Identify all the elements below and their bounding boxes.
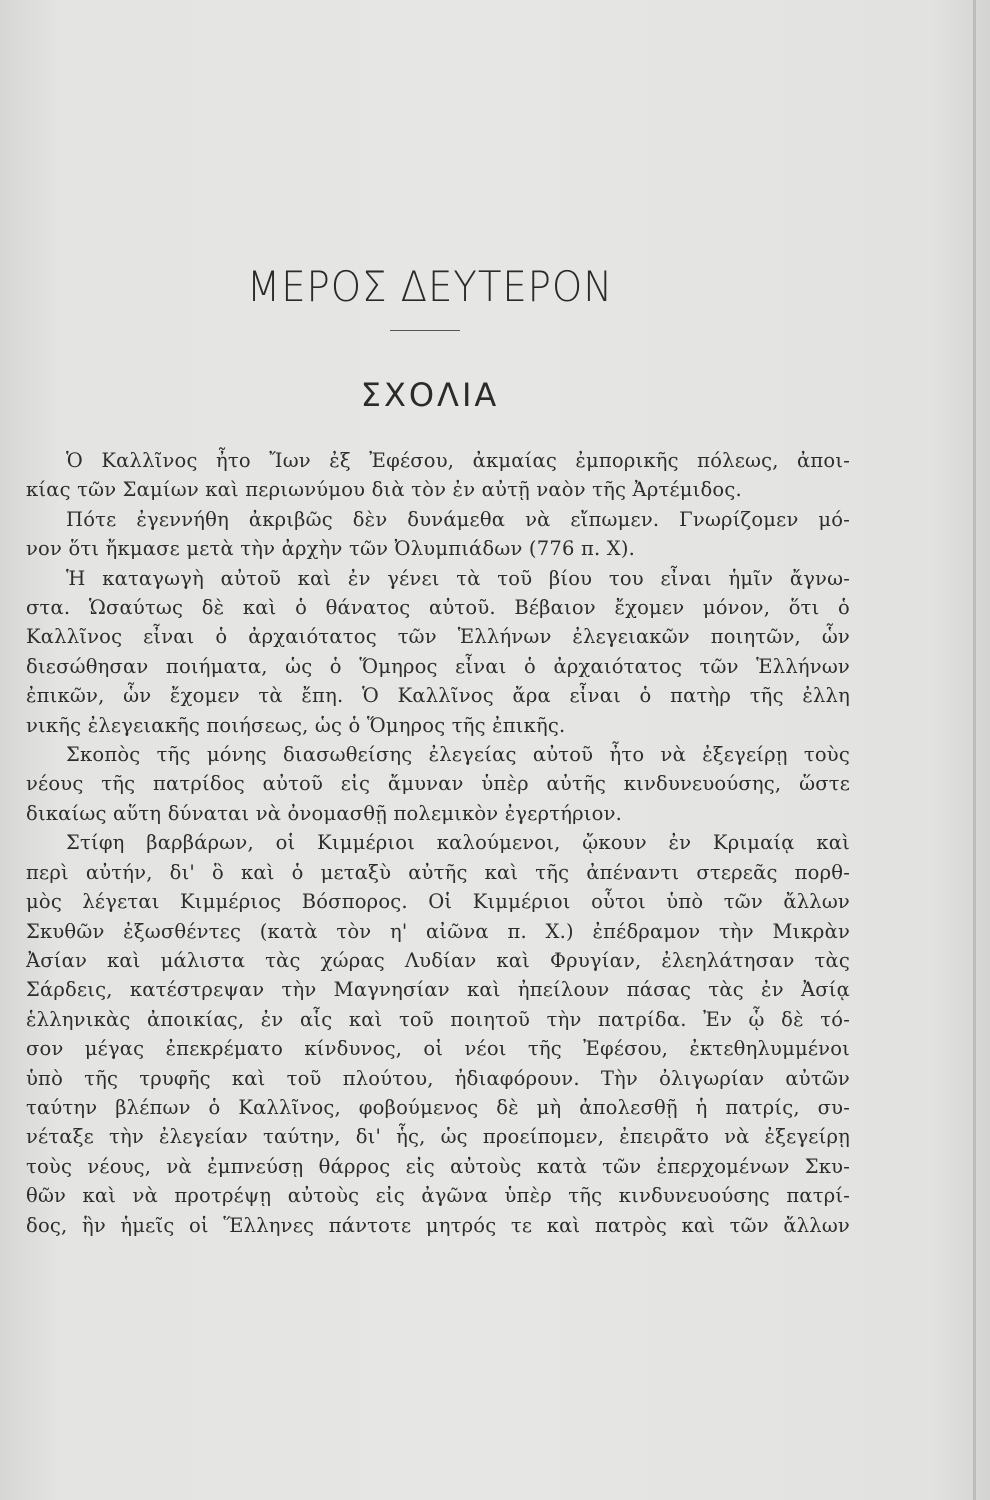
text-line: ἐπικῶν, ὧν ἔχομεν τὰ ἔπη. Ὁ Καλλῖνος ἄρα εἶναι ὁ πατὴρ τῆς ἐλλη [26,684,850,708]
text-line: νέταξε τὴν ἐλεγείαν ταύτην, δι' ἧς, ὡς προείπομεν, ἐπειρᾶτο νὰ ἐξεγείρῃ [26,1125,850,1149]
text-line: μὸς λέγεται Κιμμέριος Βόσπορος. Οἱ Κιμμέριοι οὗτοι ὑπὸ τῶν ἄλλων [26,890,850,914]
text-line: Καλλῖνος εἶναι ὁ ἀρχαιότατος τῶν Ἑλλήνων ἐλεγειακῶν ποιητῶν, ὧν [26,625,850,649]
text-line: τοὺς νέους, νὰ ἐμπνεύσῃ θάρρος εἰς αὐτοὺς κατὰ τῶν ἐπερχομένων Σκυ- [26,1154,850,1178]
text-line: ἑλληνικὰς ἀποικίας, ἐν αἷς καὶ τοῦ ποιητοῦ τὴν πατρίδα. Ἐν ᾧ δὲ τό- [26,1007,850,1031]
text-line: ὑπὸ τῆς τρυφῆς καὶ τοῦ πλούτου, ἠδιαφόρουν. Τὴν ὀλιγωρίαν αὐτῶν [26,1066,850,1090]
body-text [26,446,850,1240]
text-line: Σάρδεις, κατέστρεψαν τὴν Μαγνησίαν καὶ ἠπείλουν πάσας τὰς ἐν Ἀσίᾳ [26,978,850,1002]
section-title: ΣΧΟΛΙΑ [360,376,500,414]
text-line: Ἡ καταγωγὴ αὐτοῦ καὶ ἐν γένει τὰ τοῦ βίου του εἶναι ἡμῖν ἄγνω- [66,566,850,590]
text-line: στα. Ὡσαύτως δὲ καὶ ὁ θάνατος αὐτοῦ. Βέβαιον ἔχομεν μόνον, ὅτι ὁ [26,596,850,620]
part-title: ΜΕΡΟΣ ΔΕΥΤΕΡΟΝ [246,262,614,311]
text-line: κίας τῶν Σαμίων καὶ περιωνύμου διὰ τὸν ἐν αὐτῇ ναὸν τῆς Ἀρτέμιδος. [26,478,742,502]
text-line: Ὁ Καλλῖνος ἦτο Ἴων ἐξ Ἐφέσου, ἀκμαίας ἐμπορικῆς πόλεως, ἀποι- [66,449,850,472]
text-line: Σκοπὸς τῆς μόνης διασωθείσης ἐλεγείας αὐτοῦ ἦτο νὰ ἐξεγείρῃ τοὺς [66,743,850,767]
text-line: νικῆς ἐλεγειακῆς ποιήσεως, ὡς ὁ Ὅμηρος τῆς ἐπικῆς. [26,713,566,737]
text-line: ταύτην βλέπων ὁ Καλλῖνος, φοβούμενος δὲ μὴ ἀπολεσθῇ ἡ πατρίς, συ- [26,1095,850,1119]
text-line: διεσώθησαν ποιήματα, ὡς ὁ Ὅμηρος εἶναι ὁ ἀρχαιότατος τῶν Ἑλλήνων [26,654,850,678]
text-line: Πότε ἐγεννήθη ἀκριβῶς δὲν δυνάμεθα νὰ εἴπωμεν. Γνωρίζομεν μό- [66,507,850,531]
text-line: θῶν καὶ νὰ προτρέψῃ αὐτοὺς εἰς ἀγῶνα ὑπὲρ τῆς κινδυνευούσης πατρί- [26,1184,850,1208]
text-line: Στίφη βαρβάρων, οἱ Κιμμέριοι καλούμενοι, ᾤκουν ἐν Κριμαίᾳ καὶ [66,831,850,855]
title-divider [390,330,460,331]
text-line: νέους τῆς πατρίδος αὐτοῦ εἰς ἄμυναν ὑπὲρ αὐτῆς κινδυνευούσης, ὥστε [26,772,850,796]
text-line: νον ὅτι ἤκμασε μετὰ τὴν ἀρχὴν τῶν Ὀλυμπιάδων (776 π. Χ). [26,537,636,561]
text-line: δος, ἣν ἡμεῖς οἱ Ἕλληνες πάντοτε μητρός τε καὶ πατρὸς καὶ τῶν ἄλλων [26,1213,850,1237]
text-line: Σκυθῶν ἐξωσθέντες (κατὰ τὸν η' αἰῶνα π. Χ.) ἐπέδραμον τὴν Μικρὰν [26,919,850,943]
text-line: Ἀσίαν καὶ μάλιστα τὰς χώρας Λυδίαν καὶ Φρυγίαν, ἐλεηλάτησαν τὰς [26,948,850,972]
page-edge [973,0,976,1500]
text-line: περὶ αὐτήν, δι' ὃ καὶ ὁ μεταξὺ αὐτῆς καὶ τῆς ἀπέναντι στερεᾶς πορθ- [26,860,850,884]
text-line: δικαίως αὕτη δύναται νὰ ὀνομασθῇ πολεμικὸν ἐγερτήριον. [26,801,623,825]
text-line: σον μέγας ἐπεκρέματο κίνδυνος, οἱ νέοι τῆς Ἐφέσου, ἐκτεθηλυμμένοι [26,1037,850,1061]
